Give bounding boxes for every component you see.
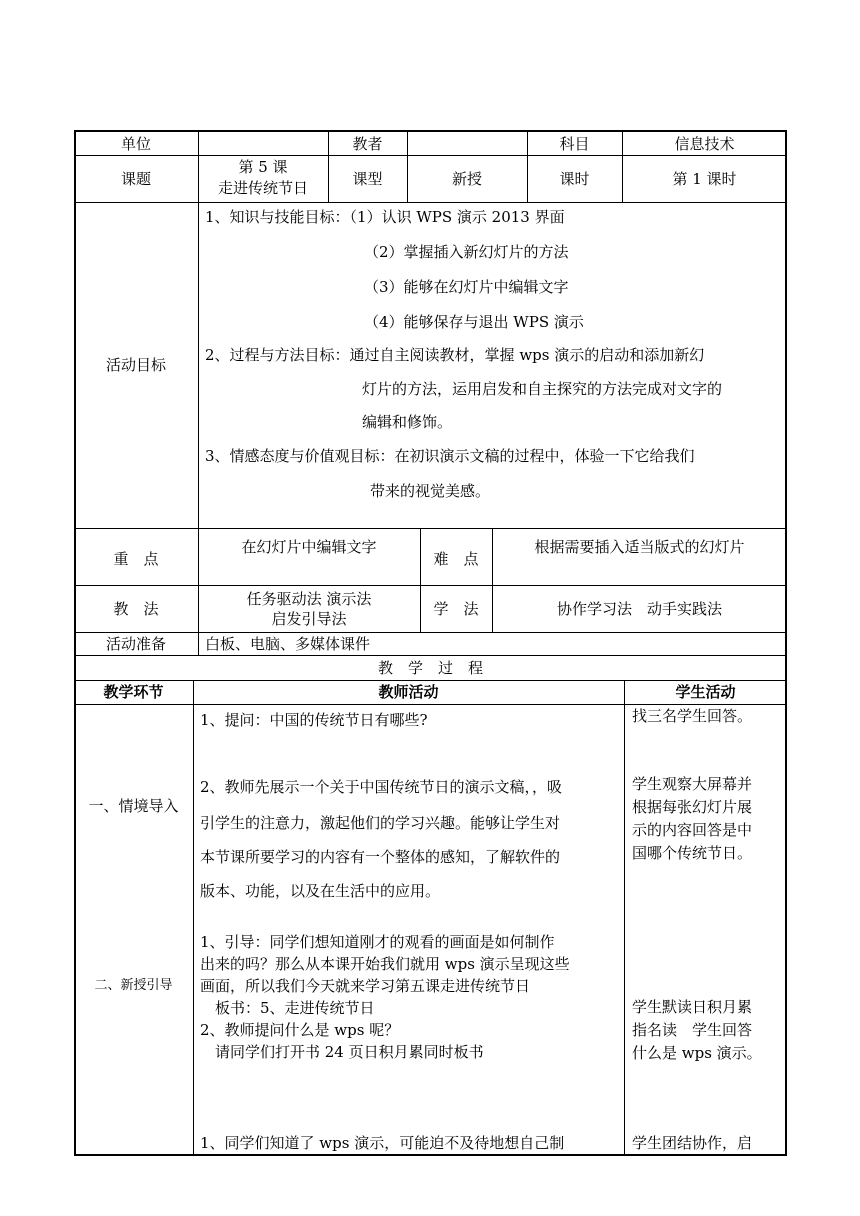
difficult-point-label: 难 点 — [433, 550, 479, 568]
student-activity-line: 根据每张幻灯片展 — [632, 798, 753, 816]
col-divider — [193, 680, 194, 1156]
teacher-activity-line: 引学生的注意力，激起他们的学习兴趣。能够让学生对 — [200, 814, 561, 832]
objective-line: 2、过程与方法目标：通过自主阅读教材，掌握 wps 演示的启动和添加新幻 — [205, 346, 705, 364]
objective-line: （4）能够保存与退出 WPS 演示 — [364, 313, 584, 331]
teacher-activity-line: 版本、功能，以及在生活中的应用。 — [200, 882, 441, 900]
teacher-activity-line: 出来的吗？那么从本课开始我们就用 wps 演示呈现这些 — [200, 955, 570, 973]
key-point-value: 在幻灯片中编辑文字 — [241, 538, 377, 556]
objectives-label: 活动目标 — [105, 356, 166, 374]
objective-line: 带来的视觉美感。 — [370, 482, 491, 500]
preparation-label: 活动准备 — [105, 635, 166, 653]
objective-line: 3、情感态度与价值观目标：在初识演示文稿的过程中，体验一下它给我们 — [205, 447, 695, 465]
row-divider — [74, 680, 787, 681]
teaching-method-label: 教 法 — [113, 600, 159, 618]
topic-line1: 第 5 课 — [238, 158, 288, 176]
student-activity-line: 什么是 wps 演示。 — [632, 1044, 762, 1062]
subject-label: 科目 — [559, 135, 590, 153]
column-stage: 教学环节 — [103, 683, 164, 701]
teacher-activity-line: 板书：5、走进传统节日 — [200, 999, 375, 1017]
col-divider — [407, 130, 408, 202]
topic-label: 课题 — [120, 170, 151, 188]
col-divider — [624, 680, 625, 1156]
topic-line2: 走进传统节日 — [217, 179, 308, 197]
teacher-label: 教者 — [352, 135, 383, 153]
student-activity-line: 示的内容回答是中 — [632, 821, 753, 839]
objective-line: 灯片的方法，运用启发和自主探究的方法完成对文字的 — [362, 380, 723, 398]
preparation-value: 白板、电脑、多媒体课件 — [205, 635, 371, 653]
teacher-activity-line: 1、提问：中国的传统节日有哪些? — [200, 711, 428, 729]
student-activity-line: 学生团结协作，启 — [632, 1134, 753, 1152]
row-divider — [74, 202, 787, 203]
learning-method-label: 学 法 — [433, 600, 479, 618]
key-point-label: 重 点 — [113, 550, 159, 568]
teacher-activity-line: 请同学们打开书 24 页日积月累同时板书 — [200, 1043, 484, 1061]
student-activity-line: 找三名学生回答。 — [632, 707, 753, 725]
teaching-method-line1: 任务驱动法 演示法 — [246, 590, 372, 608]
row-divider — [74, 155, 787, 156]
subject-value: 信息技术 — [674, 135, 735, 153]
process-title: 教 学 过 程 — [377, 659, 483, 677]
objective-line: 编辑和修饰。 — [362, 413, 453, 431]
teacher-activity-line: 1、同学们知道了 wps 演示，可能迫不及待地想自己制 — [200, 1134, 565, 1152]
column-teacher: 教师活动 — [378, 683, 439, 701]
teacher-activity-line: 1、引导：同学们想知道刚才的观看的画面是如何制作 — [200, 933, 555, 951]
teaching-method-line2: 启发引导法 — [271, 610, 347, 628]
row-divider — [74, 704, 787, 705]
teacher-activity-line: 本节课所要学习的内容有一个整体的感知，了解软件的 — [200, 848, 561, 866]
objective-line: （2）掌握插入新幻灯片的方法 — [364, 243, 569, 261]
learning-method-value: 协作学习法 动手实践法 — [556, 600, 722, 618]
column-student: 学生活动 — [675, 683, 736, 701]
row-divider — [74, 528, 787, 529]
teacher-activity-line: 画面，所以我们今天就来学习第五课走进传统节日 — [200, 977, 531, 995]
row-divider — [74, 632, 787, 633]
col-divider — [198, 632, 199, 655]
lesson-type-label: 课型 — [352, 170, 383, 188]
student-activity-line: 学生观察大屏幕并 — [632, 775, 753, 793]
lesson-type-value: 新授 — [451, 170, 482, 188]
student-activity-line: 国哪个传统节日。 — [632, 844, 753, 862]
stage-new-lesson: 二、新授引导 — [94, 978, 173, 993]
teacher-activity-line: 2、教师先展示一个关于中国传统节日的演示文稿，，吸 — [200, 778, 563, 796]
col-divider — [198, 130, 199, 632]
row-divider — [74, 585, 787, 586]
objective-line: 1、知识与技能目标：（1）认识 WPS 演示 2013 界面 — [205, 208, 565, 226]
objective-line: （3）能够在幻灯片中编辑文字 — [364, 278, 569, 296]
period-label: 课时 — [559, 170, 590, 188]
difficult-point-value: 根据需要插入适当版式的幻灯片 — [534, 538, 745, 556]
unit-label: 单位 — [120, 135, 151, 153]
period-value: 第 1 课时 — [672, 170, 737, 188]
row-divider — [74, 655, 787, 656]
student-activity-line: 指名读 学生回答 — [632, 1021, 753, 1039]
teacher-activity-line: 2、教师提问什么是 wps 呢？ — [200, 1021, 400, 1039]
stage-situation: 一、情境导入 — [88, 797, 179, 815]
student-activity-line: 学生默读日积月累 — [632, 998, 753, 1016]
